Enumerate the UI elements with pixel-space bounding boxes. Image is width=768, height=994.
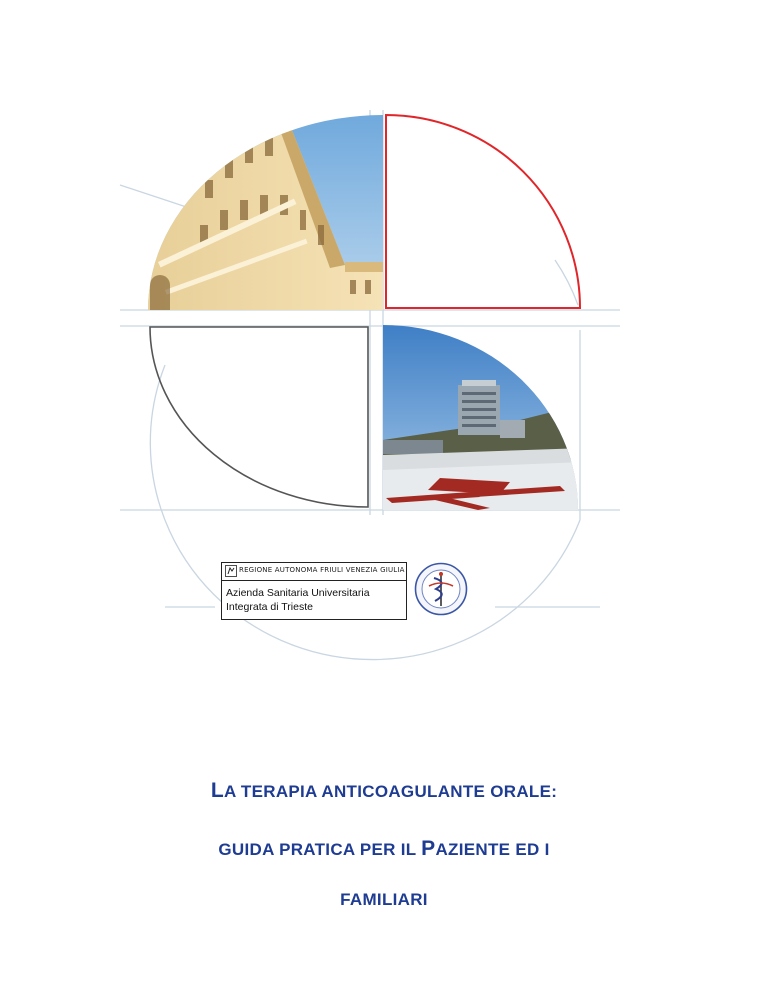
title-line-3: FAMILIARI <box>340 890 428 909</box>
region-name: REGIONE AUTONOMA FRIULI VENEZIA GIULIA <box>239 566 405 574</box>
title-line2-part-c: AZIENTE ED I <box>435 840 550 859</box>
title-line1-rest: A TERAPIA ANTICOAGULANTE ORALE: <box>223 782 558 801</box>
institution-logo-box <box>221 562 407 620</box>
title-line2-part-a: GUIDA PRATICA PER IL <box>218 840 422 859</box>
org-name-line2: Integrata di Trieste <box>226 601 313 613</box>
org-name-line1: Azienda Sanitaria Universitaria <box>226 587 370 599</box>
red-quarter-outline <box>386 115 580 308</box>
dark-quarter-outline <box>150 327 368 507</box>
title-line-2 <box>0 837 768 861</box>
region-banner <box>222 563 406 581</box>
title-line1-initial: L <box>210 779 224 802</box>
title-line2-initial: P <box>421 837 436 860</box>
title-line-1 <box>0 779 768 803</box>
historic-building-photo <box>140 110 390 315</box>
university-seal-icon <box>414 562 468 616</box>
region-emblem-icon <box>225 565 237 577</box>
hospital-tower-helipad-photo <box>383 325 585 515</box>
